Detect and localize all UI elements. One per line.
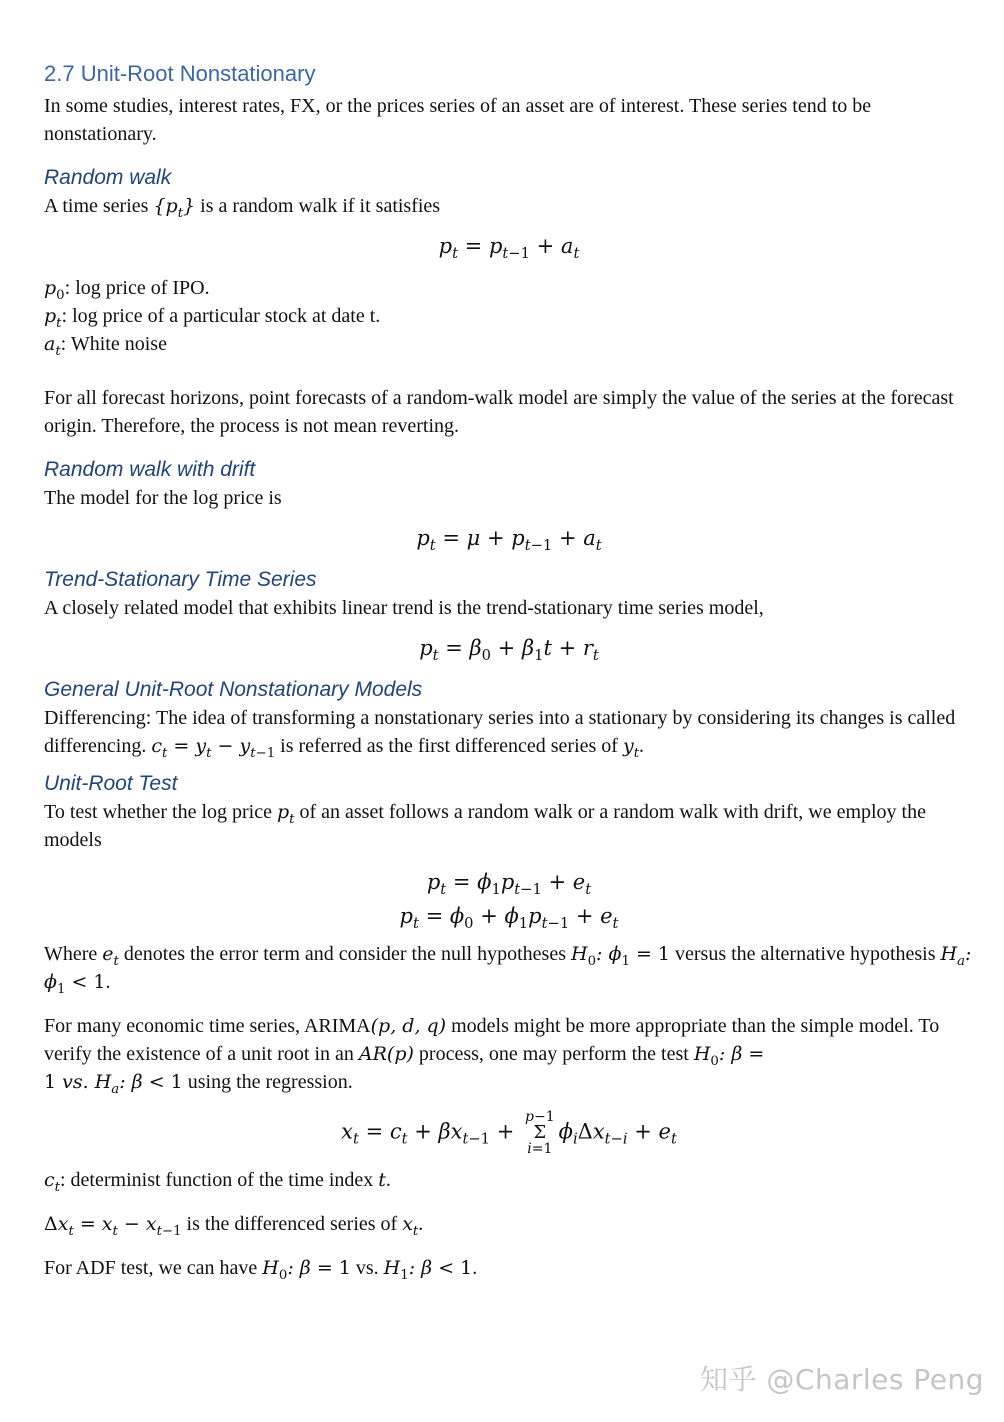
definition-pt: $p_t$: log price of a particular stock at date t. [44, 305, 381, 331]
watermark: 知乎 @Charles Peng [700, 1363, 984, 1396]
delta-x-definition: $\Delta x_t = x_t - x_{t-1}$ is the differenced series of $x_t$. [44, 1213, 424, 1239]
arima-paragraph: For many economic time series, ARIMA(p, d, q) models might be more appropriate than the simple model. To verify the existence of a unit root in an AR(p) process, one may perform the test $H_0$: β = 1 vs. $H_a$: β < 1 using the regression. [44, 1015, 940, 1097]
definition-list [44, 274, 974, 358]
adf-test-line: For ADF test, we can have $H_0$: β = 1 vs. $H_1$: β < 1. [44, 1257, 478, 1283]
equation-test-1: $p_t = \phi_1p_{t-1} + e_t$ [426, 870, 592, 899]
definition-p0: $p_0$: log price of IPO. [44, 277, 210, 303]
definition-at: $a_t$: White noise [44, 333, 167, 359]
hypothesis-paragraph: Where $e_t$ denotes the error term and consider the null hypotheses $H_0$: $\phi_1 = 1$ versus the alternative hypothesis $H_a$: $\phi_1 < 1$. [44, 943, 972, 997]
trend-text: A closely related model that exhibits linear trend is the trend-stationary time series model, [44, 597, 764, 619]
random-walk-text: A time series $\{p_t\}$ is a random walk if it satisfies [44, 195, 441, 221]
heading-random-walk: Random walk [44, 166, 172, 189]
heading-general-unit-root: General Unit-Root Nonstationary Models [44, 678, 423, 701]
equation-adf-regression: $x_t = c_t + \beta x_{t-1} + p-1$ Σ $i=1\phi_i\Delta x_{t-i} + e_t$ [341, 1109, 677, 1157]
heading-random-walk-drift: Random walk with drift [44, 458, 256, 481]
ct-definition: $c_t$: determinist function of the time index t. [44, 1169, 391, 1195]
heading-trend-stationary: Trend-Stationary Time Series [44, 568, 317, 591]
heading-unit-root-test: Unit-Root Test [44, 772, 178, 795]
document-page [44, 60, 974, 1282]
equation-drift: $p_t = \mu + p_{t-1} + a_t$ [416, 526, 602, 555]
section-title: 2.7 Unit-Root Nonstationary [44, 61, 316, 86]
equation-trend: $p_t = \beta_0 + \beta_1t + r_t$ [419, 636, 599, 665]
equation-random-walk: $p_t = p_{t-1} + a_t$ [438, 234, 580, 263]
drift-text: The model for the log price is [44, 487, 282, 509]
forecast-paragraph: For all forecast horizons, point forecasts of a random-walk model are simply the value of the series at the forecast origin. Therefore, the process is not mean reverting. [44, 387, 954, 437]
differencing-paragraph: Differencing: The idea of transforming a nonstationary series into a stationary by considering its changes is called differencing. $c_t = y_t - y_{t-1}$ is referred as the first differenced series of $y_t$. [44, 707, 956, 761]
equation-test-2: $p_t = \phi_0 + \phi_1p_{t-1} + e_t$ [399, 904, 619, 933]
intro-paragraph: In some studies, interest rates, FX, or the prices series of an asset are of interest. These series tend to be nonstationary. [44, 95, 872, 145]
test-intro-paragraph: To test whether the log price $p_t$ of an asset follows a random walk or a random walk with drift, we employ the models [44, 801, 926, 851]
